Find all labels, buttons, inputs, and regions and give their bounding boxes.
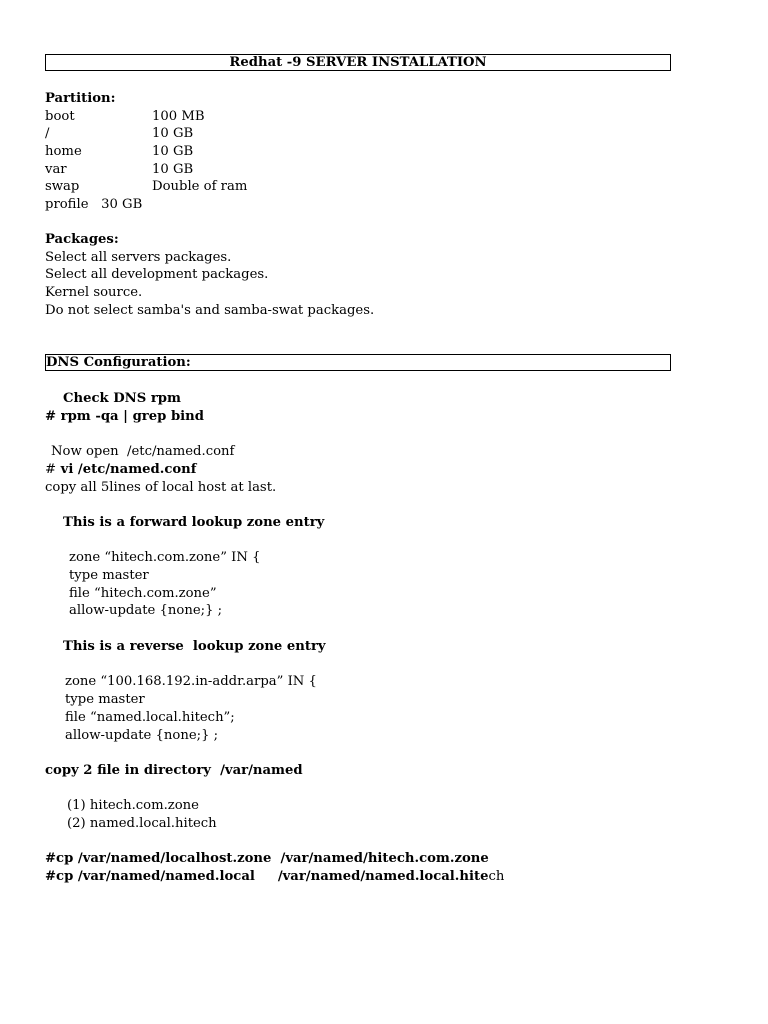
partition-name: / (45, 126, 50, 141)
reverse-zone-line: allow-update {none;} ; (65, 728, 219, 743)
partition-name: var (45, 162, 67, 177)
cp-command-tail: ch (488, 869, 505, 884)
forward-zone-heading: This is a forward lookup zone entry (63, 515, 325, 530)
dns-heading: DNS Configuration: (46, 355, 191, 370)
packages-line: Select all servers packages. (45, 250, 232, 265)
vi-command-line (45, 461, 196, 478)
partition-name: swap (45, 179, 80, 194)
partition-size: 10 GB (152, 162, 194, 177)
partition-name: boot (45, 109, 75, 124)
partition-size: 10 GB (152, 144, 194, 159)
forward-zone-line: zone “hitech.com.zone” IN { (69, 550, 261, 565)
cp-command-line (45, 868, 504, 885)
check-dns-heading: Check DNS rpm (63, 391, 181, 406)
partition-size: 100 MB (152, 109, 205, 124)
packages-line: Select all development packages. (45, 267, 269, 282)
copy-files-heading: copy 2 file in directory /var/named (45, 763, 303, 778)
file-list-item: (1) hitech.com.zone (67, 798, 199, 813)
vi-command: vi /etc/named.conf (56, 462, 197, 477)
cp-command: #cp /var/named/named.local /var/named/named.local.hite (45, 869, 489, 884)
reverse-zone-line: type master (65, 692, 145, 707)
rpm-command: # rpm -qa | grep bind (45, 409, 204, 424)
dns-heading-box (45, 354, 671, 371)
title-box (45, 54, 671, 71)
reverse-zone-heading: This is a reverse lookup zone entry (63, 639, 326, 654)
reverse-zone-line: file “named.local.hitech”; (65, 710, 235, 725)
forward-zone-line: allow-update {none;} ; (69, 603, 223, 618)
partition-size: Double of ram (152, 179, 248, 194)
forward-zone-line: type master (69, 568, 149, 583)
partition-profile: profile 30 GB (45, 197, 143, 212)
open-named-conf: Now open /etc/named.conf (51, 444, 235, 459)
packages-heading: Packages: (45, 232, 119, 247)
hash-symbol: # (45, 462, 57, 477)
cp-command: #cp /var/named/localhost.zone /var/named/hitech.com.zone (45, 851, 489, 866)
file-list-item: (2) named.local.hitech (67, 816, 217, 831)
partition-size: 10 GB (152, 126, 194, 141)
partition-heading: Partition: (45, 91, 116, 106)
partition-name: home (45, 144, 82, 159)
document-title: Redhat -9 SERVER INSTALLATION (229, 55, 487, 70)
packages-line: Do not select samba's and samba-swat packages. (45, 303, 375, 318)
reverse-zone-line: zone “100.168.192.in-addr.arpa” IN { (65, 674, 317, 689)
copy-lines-note: copy all 5lines of local host at last. (45, 480, 277, 495)
packages-line: Kernel source. (45, 285, 143, 300)
forward-zone-line: file “hitech.com.zone” (69, 586, 217, 601)
